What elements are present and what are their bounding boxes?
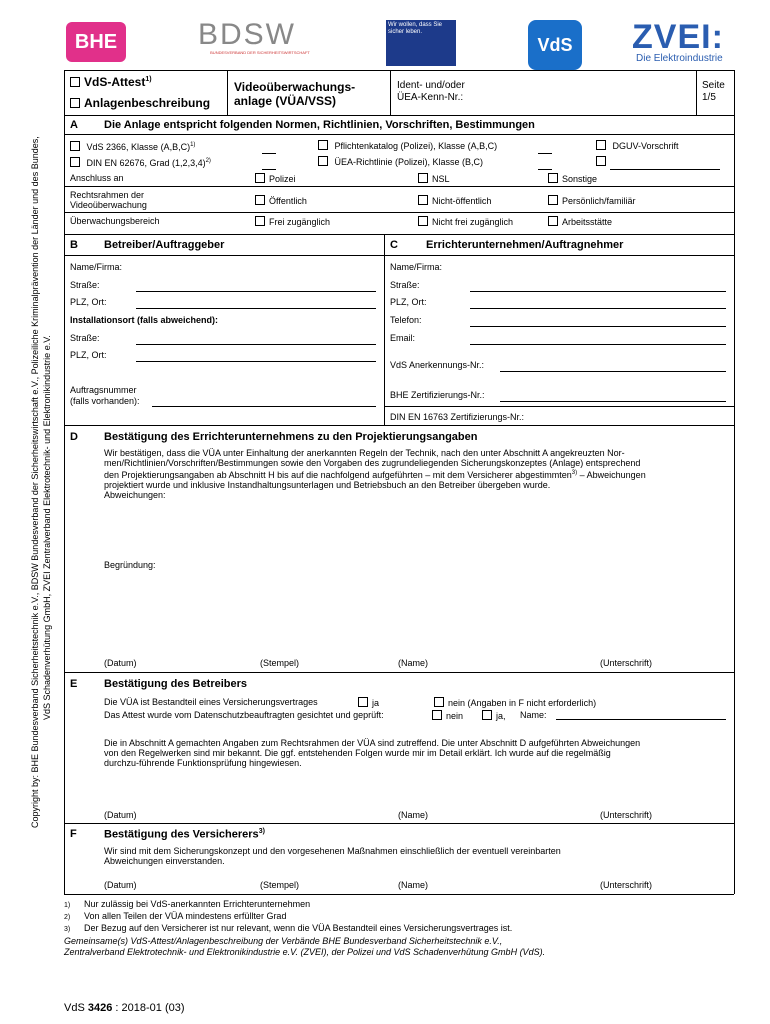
rechtsrahmen-line-2: Videoüberwachung <box>70 200 147 210</box>
nicht-frei-label: Nicht frei zugänglich <box>432 217 514 227</box>
other-norm-option[interactable] <box>596 156 610 168</box>
polizei-checkbox[interactable] <box>255 173 265 183</box>
d-begruendung-label: Begründung: <box>104 560 156 570</box>
e-nein-f-label: nein (Angaben in F nicht erforderlich) <box>448 698 597 708</box>
b-strasse2-label: Straße: <box>70 333 100 343</box>
footnote-1-num: 1) <box>64 902 71 909</box>
ueberwachungsbereich-label: Überwachungsbereich <box>70 216 160 226</box>
section-f-letter: F <box>70 828 77 840</box>
attest-footnote: 1) <box>145 76 152 83</box>
auftrag-line-1: Auftragsnummer <box>70 385 137 395</box>
nsl-label: NSL <box>432 174 450 184</box>
f-statement <box>104 846 728 866</box>
document-id <box>64 1002 185 1014</box>
attest-checkbox[interactable] <box>70 77 80 87</box>
e-unterschrift-label: (Unterschrift) <box>600 810 653 820</box>
frei-option[interactable] <box>255 216 330 228</box>
footnotes <box>64 899 512 935</box>
vds2366-option[interactable] <box>70 140 195 153</box>
d-stempel-label: (Stempel) <box>260 658 300 668</box>
e-versicherung-text: Die VÜA ist Bestandteil eines Versicherungsvertrages <box>104 697 318 707</box>
c-din-nr-label: DIN EN 16763 Zertifizierungs-Nr.: <box>390 412 525 422</box>
joint-line-2: Zentralverband Elektrotechnik- und Elektronikindustrie e.V. (ZVEI), der Polizei und VdS Schadenverhütung GmbH (VdS). <box>64 947 546 957</box>
nicht-oeffentlich-label: Nicht-öffentlich <box>432 196 492 206</box>
footnote-1-text: Nur zulässig bei VdS-anerkannten Errichterunternehmen <box>84 899 311 909</box>
page-number <box>702 80 725 104</box>
polizei-option[interactable] <box>255 173 296 185</box>
oeffentlich-label: Öffentlich <box>269 196 307 206</box>
bdsw-logo-subtitle: BUNDESVERBAND DER SICHERHEITSWIRTSCHAFT <box>210 50 310 55</box>
d-text-2: men/Richtlinien/Vorschriften/Bestimmungen sowie den Vorgaben des zugrundeliegenden Sicherungskonzeptes (Anlage) entsprechend <box>104 458 641 468</box>
dguv-option[interactable] <box>596 140 679 152</box>
sonstige-option[interactable] <box>548 173 597 185</box>
section-c-title: Errichterunternehmen/Auftragnehmer <box>426 239 624 251</box>
anlagen-checkbox[interactable] <box>70 98 80 108</box>
nicht-frei-option[interactable] <box>418 216 513 228</box>
e-text-1: Die in Abschnitt A gemachten Angaben zum Rechtsrahmen der VÜA sind zutreffend. Die unter Abschnitt D aufgeführten Abweichungen <box>104 738 641 748</box>
joint-line-1: Gemeinsame(s) VdS-Attest/Anlagenbeschreibung der Verbände BHE Bundesverband Sicherheitstechnik e.V., <box>64 936 503 946</box>
b-name-label: Name/Firma: <box>70 262 123 272</box>
f-datum-label: (Datum) <box>104 880 137 890</box>
nicht-oeffentlich-checkbox[interactable] <box>418 195 428 205</box>
d-text-3-line <box>104 468 728 480</box>
bhe-logo: BHE <box>66 22 126 62</box>
c-bhe-nr-label: BHE Zertifizierungs-Nr.: <box>390 390 485 400</box>
oeffentlich-checkbox[interactable] <box>255 195 265 205</box>
sonstige-label: Sonstige <box>562 174 598 184</box>
e-ja2-option[interactable] <box>482 710 506 722</box>
b-auftragsnummer-label <box>70 385 140 407</box>
e-ja2-label: ja, <box>496 711 506 721</box>
other-norm-checkbox[interactable] <box>596 156 606 166</box>
d-name-label: (Name) <box>398 658 429 668</box>
bdsw-logo <box>198 18 322 55</box>
anlagen-label: Anlagenbeschreibung <box>84 96 211 110</box>
e-name-field-label: Name: <box>520 710 547 720</box>
sonstige-checkbox[interactable] <box>548 173 558 183</box>
bdsw-logo-text: BDSW <box>198 18 296 51</box>
form-title-line-2: anlage (VÜA/VSS) <box>234 94 337 108</box>
polizei-label: Polizei <box>269 174 296 184</box>
nsl-checkbox[interactable] <box>418 173 428 183</box>
d-footnote-3: 3) <box>571 470 578 476</box>
police-logo: Wir wollen, dass Sie sicher leben. <box>386 20 456 66</box>
anlagen-option[interactable] <box>70 96 210 110</box>
e-nein-label: nein <box>446 711 464 721</box>
ident-label-line-1: Ident- und/oder <box>397 80 465 91</box>
f-text-2: Abweichungen einverstanden. <box>104 856 225 866</box>
din-footnote: 2) <box>205 158 211 164</box>
d-abweichungen-label: Abweichungen: <box>104 490 166 500</box>
e-statement <box>104 738 728 768</box>
rechtsrahmen-line-1: Rechtsrahmen der <box>70 190 145 200</box>
b-plz-label: PLZ, Ort: <box>70 297 107 307</box>
section-f-title <box>104 828 265 841</box>
e-text-3: durchzu-führende Funktionsprüfung hingewiesen. <box>104 758 302 768</box>
d-datum-label: (Datum) <box>104 658 137 668</box>
vds2366-checkbox[interactable] <box>70 141 80 151</box>
din-option[interactable] <box>70 156 211 169</box>
arbeitsstaette-option[interactable] <box>548 216 612 228</box>
attest-label: VdS-Attest <box>84 75 146 89</box>
vds-logo: VdS <box>528 20 582 70</box>
pflicht-option[interactable] <box>318 140 497 152</box>
section-c-letter: C <box>390 239 398 251</box>
form-title <box>234 80 355 108</box>
section-a-letter: A <box>70 119 78 131</box>
e-nein-checkbox[interactable] <box>432 710 442 720</box>
persoenlich-label: Persönlich/familiär <box>562 196 636 206</box>
b-strasse-label: Straße: <box>70 280 100 290</box>
e-text-2: von den Regelwerken sind mir bekannt. Die ggf. entstehenden Folgen wurde mir im Detail erklärt. Ich wurde auf die regelmäßig <box>104 748 611 758</box>
nicht-frei-checkbox[interactable] <box>418 216 428 226</box>
arbeitsstaette-label: Arbeitsstätte <box>562 217 613 227</box>
d-text-1: Wir bestätigen, dass die VÜA unter Einhaltung der anerkannten Regeln der Technik, nach den unter Abschnitt A angekreuzten Nor- <box>104 448 625 458</box>
zvei-logo: ZVEI: <box>632 18 724 56</box>
footnote-2-num: 2) <box>64 914 71 921</box>
b-plz2-label: PLZ, Ort: <box>70 350 107 360</box>
footnote-3-num: 3) <box>64 926 71 933</box>
c-plz-label: PLZ, Ort: <box>390 297 427 307</box>
f-unterschrift-label: (Unterschrift) <box>600 880 653 890</box>
uea-checkbox[interactable] <box>318 156 328 166</box>
c-strasse-label: Straße: <box>390 280 420 290</box>
d-unterschrift-label: (Unterschrift) <box>600 658 653 668</box>
doc-id-suffix: : 2018-01 (03) <box>112 1002 185 1014</box>
f-text-1: Wir sind mit dem Sicherungskonzept und den vorgesehenen Maßnahmen einschließlich der eventuell vereinbarten <box>104 846 561 856</box>
f-title-footnote: 3) <box>258 828 265 835</box>
copyright-line-2: VdS Schadenverhütung GmbH, ZVEI Zentralverband Elektrotechnik- und Elektronikindustrie e.V. <box>42 335 52 720</box>
section-e-letter: E <box>70 678 78 690</box>
section-d-letter: D <box>70 431 78 443</box>
f-name-label: (Name) <box>398 880 429 890</box>
f-title-text: Bestätigung des Versicherers <box>104 828 259 841</box>
footnote-1 <box>64 899 512 911</box>
dguv-label: DGUV-Vorschrift <box>612 141 679 151</box>
e-nein-option[interactable] <box>432 710 463 722</box>
attest-option[interactable] <box>70 75 152 89</box>
e-datenschutz-text: Das Attest wurde vom Datenschutzbeauftragten gesichtet und geprüft: <box>104 710 384 720</box>
footnote-2 <box>64 911 512 923</box>
e-ja-option[interactable] <box>358 697 379 709</box>
b-installationsort-label: Installationsort (falls abweichend): <box>70 315 219 325</box>
footnote-3 <box>64 923 512 935</box>
e-ja2-checkbox[interactable] <box>482 710 492 720</box>
e-ja-checkbox[interactable] <box>358 697 368 707</box>
c-name-label: Name/Firma: <box>390 262 443 272</box>
persoenlich-checkbox[interactable] <box>548 195 558 205</box>
arbeitsstaette-checkbox[interactable] <box>548 216 558 226</box>
frei-checkbox[interactable] <box>255 216 265 226</box>
nsl-option[interactable] <box>418 173 450 185</box>
section-d-statement <box>104 448 728 500</box>
section-b-title: Betreiber/Auftraggeber <box>104 239 225 251</box>
din-checkbox[interactable] <box>70 157 80 167</box>
form-title-line-1: Videoüberwachungs- <box>234 80 356 94</box>
rechtsrahmen-label <box>70 190 147 210</box>
f-stempel-label: (Stempel) <box>260 880 300 890</box>
dguv-checkbox[interactable] <box>596 140 606 150</box>
page-label: Seite <box>702 80 725 91</box>
oeffentlich-option[interactable] <box>255 195 307 207</box>
uea-label: ÜEA-Richtlinie (Polizei), Klasse (B,C) <box>334 157 484 167</box>
e-datum-label: (Datum) <box>104 810 137 820</box>
footnote-3-text: Der Bezug auf den Versicherer ist nur relevant, wenn die VÜA Bestandteil eines Versicherungsvertrages ist. <box>84 923 513 933</box>
joint-statement <box>64 936 545 958</box>
uea-option[interactable] <box>318 156 483 168</box>
footnote-2-text: Von allen Teilen der VÜA mindestens erfüllter Grad <box>84 911 287 921</box>
pflicht-checkbox[interactable] <box>318 140 328 150</box>
c-telefon-label: Telefon: <box>390 315 422 325</box>
zvei-logo-subtitle: Die Elektroindustrie <box>636 53 723 64</box>
doc-id-prefix: VdS <box>64 1002 88 1014</box>
e-nein-f-checkbox[interactable] <box>434 697 444 707</box>
e-ja-label: ja <box>372 698 380 708</box>
vds2366-label: VdS 2366, Klasse (A,B,C) <box>86 142 191 152</box>
frei-label: Frei zugänglich <box>269 217 331 227</box>
section-d-title: Bestätigung des Errichterunternehmens zu den Projektierungsangaben <box>104 431 478 443</box>
d-text-3: den Projektierungsangaben ab Abschnitt H bis auf die nachfolgend aufgeführten – mit dem Versicherer abgestimmten <box>104 470 572 480</box>
copyright-line-1: Copyright by: BHE Bundesverband Sicherheitstechnik e.V., BDSW Bundesverband der Sicherheitswirtschaft e.V., Polizeiliche Kriminalprävention der Länder und des Bundes, <box>30 136 40 828</box>
e-nein-f-option[interactable] <box>434 697 596 709</box>
auftrag-line-2: (falls vorhanden): <box>70 396 140 406</box>
persoenlich-option[interactable] <box>548 195 636 207</box>
pflicht-label: Pflichtenkatalog (Polizei), Klasse (A,B,C) <box>334 141 498 151</box>
section-b-letter: B <box>70 239 78 251</box>
din-label: DIN EN 62676, Grad (1,2,3,4) <box>86 158 206 168</box>
d-text-4: projektiert wurde und inklusive Instandhaltungsunterlagen und Betriebsbuch an den Betreiber übergeben wurde. <box>104 480 551 490</box>
c-vds-nr-label: VdS Anerkennungs-Nr.: <box>390 360 485 370</box>
c-email-label: Email: <box>390 333 416 343</box>
vds2366-footnote: 1) <box>190 142 196 148</box>
section-a-title: Die Anlage entspricht folgenden Normen, Richtlinien, Vorschriften, Bestimmungen <box>104 119 535 131</box>
ident-label-line-2: ÜEA-Kenn-Nr.: <box>397 92 464 103</box>
section-e-title: Bestätigung des Betreibers <box>104 678 248 690</box>
page-value: 1/5 <box>702 92 716 103</box>
e-name-label: (Name) <box>398 810 429 820</box>
anschluss-label: Anschluss an <box>70 173 124 183</box>
nicht-oeffentlich-option[interactable] <box>418 195 491 207</box>
d-text-3-end: – Abweichungen <box>577 470 646 480</box>
ident-label <box>397 80 465 104</box>
doc-id-number: 3426 <box>87 1002 113 1014</box>
